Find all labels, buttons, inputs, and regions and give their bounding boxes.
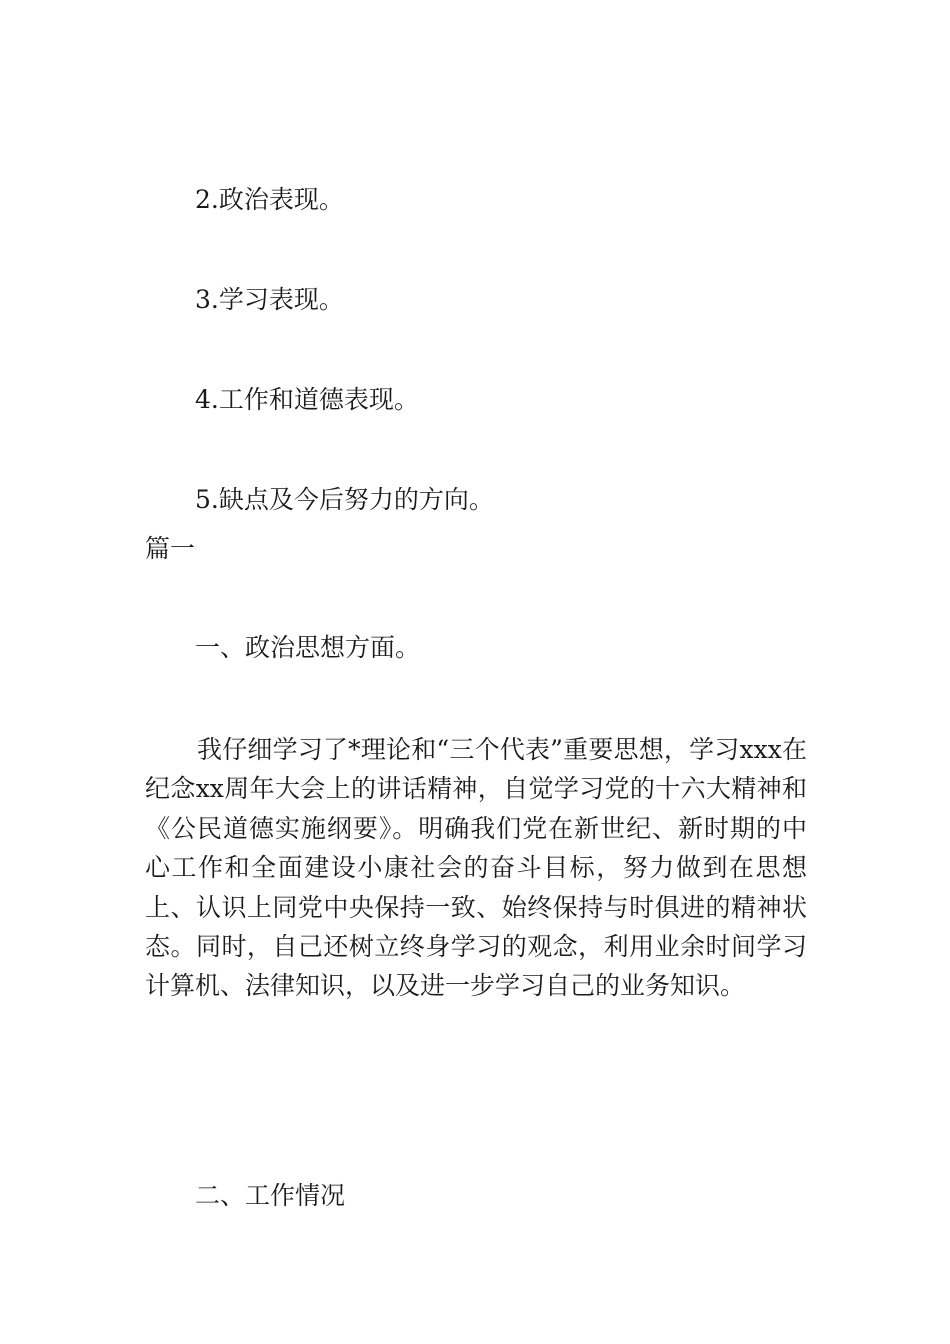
list-item-political-performance: 2.政治表现。 <box>195 185 344 214</box>
list-item-study-performance: 3.学习表现。 <box>195 285 344 314</box>
heading-work-situation: 二、工作情况 <box>195 1181 346 1210</box>
section-label: 篇一 <box>145 534 196 563</box>
list-item-shortcomings-direction: 5.缺点及今后努力的方向。 <box>195 485 494 514</box>
paragraph-political-thought: 我仔细学习了*理论和“三个代表”重要思想，学习xxx在纪念xx周年大会上的讲话精神，自觉学习党的十六大精神和《公民道德实施纲要》。明确我们党在新世纪、新时期的中心工作和全面建设小康社会的奋斗目标，努力做到在思想上、认识上同党中央保持一致、始终保持与时俱进的精神状态。同时，自己还树立终身学习的观念，利用业余时间学习计算机、法律知识，以及进一步学习自己的业务知识。 <box>145 735 807 1001</box>
list-item-work-ethics-performance: 4.工作和道德表现。 <box>195 385 419 414</box>
heading-political-thought: 一、政治思想方面。 <box>195 633 421 662</box>
